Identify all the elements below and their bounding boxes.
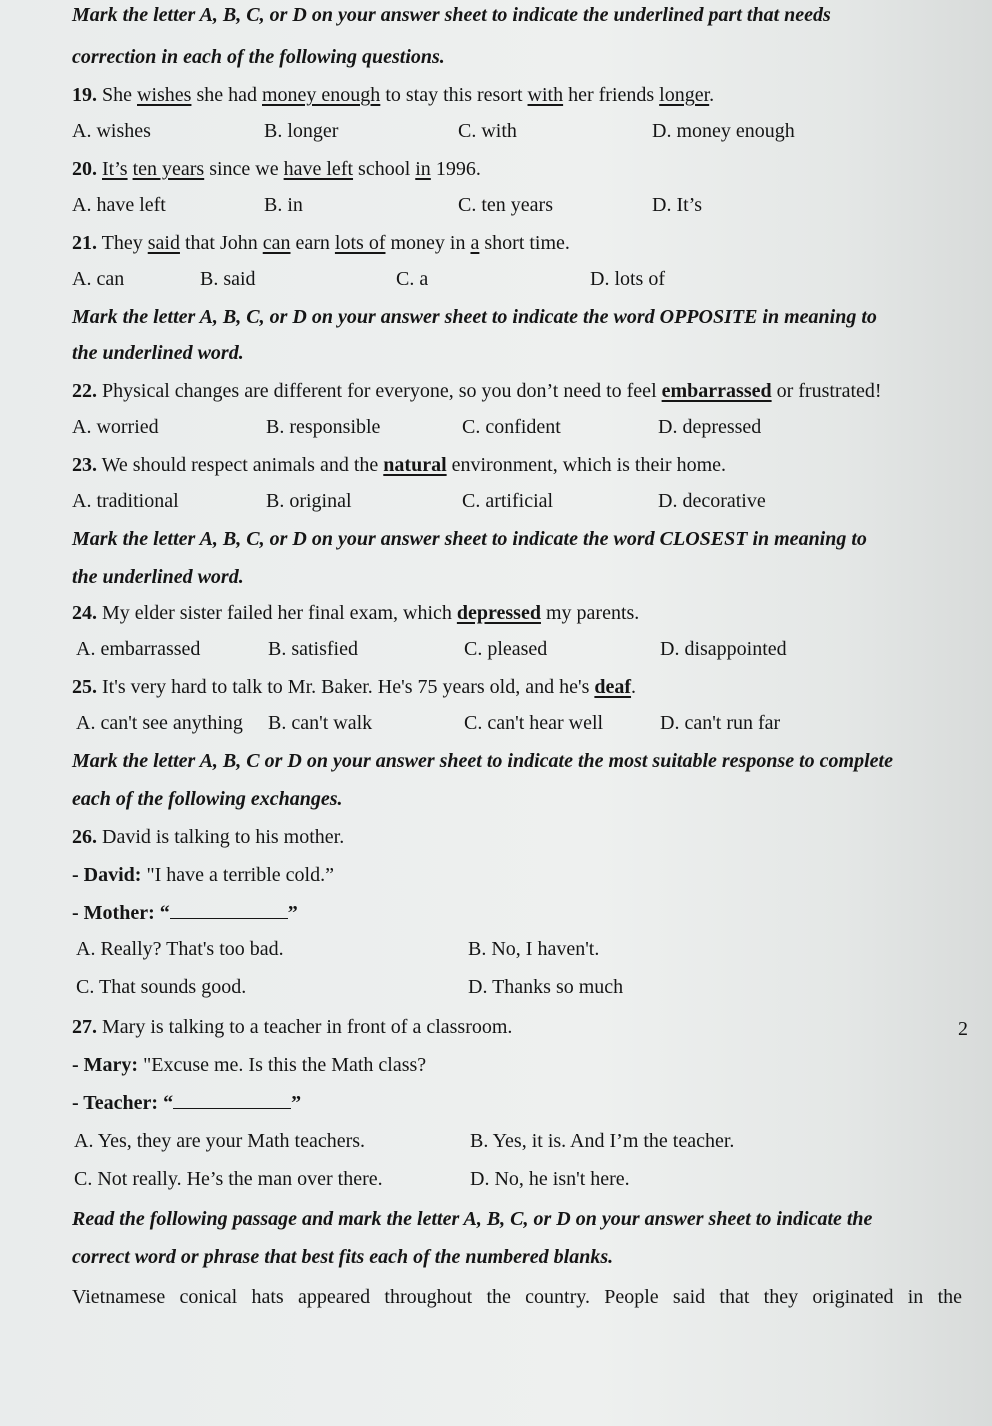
option-d: D. decorative: [658, 490, 766, 512]
option-d: D. No, he isn't here.: [470, 1168, 630, 1190]
option-d: D. depressed: [658, 416, 762, 438]
question-24: 24. My elder sister failed her final exam, which depressed my parents.: [72, 602, 640, 624]
option-d: D. money enough: [652, 120, 795, 142]
option-a: A. Really? That's too bad.: [76, 938, 284, 960]
option-c: C. Not really. He’s the man over there.: [74, 1168, 383, 1190]
question-23: 23. We should respect animals and the natural environment, which is their home.: [72, 454, 727, 476]
speaker: - Teacher: “: [72, 1092, 174, 1114]
underlined-word: natural: [383, 454, 447, 476]
underlined-part: money enough: [262, 84, 381, 106]
question-number: 20.: [72, 158, 97, 180]
passage-line-1: Vietnamese conical hats appeared throughout the country. People said that they originated in the: [72, 1286, 962, 1308]
option-b: B. longer: [264, 120, 339, 142]
option-c: C. ten years: [458, 194, 553, 216]
underlined-part: longer: [659, 84, 710, 106]
question-number: 19.: [72, 84, 97, 106]
answer-blank: [170, 900, 288, 919]
option-c: C. with: [458, 120, 517, 142]
question-number: 25.: [72, 676, 97, 698]
question-number: 23.: [72, 454, 97, 476]
option-b: B. original: [266, 490, 352, 512]
section-2-instruction-line-1: Mark the letter A, B, C, or D on your answer sheet to indicate the word OPPOSITE in meaning to: [72, 306, 877, 328]
question-19-options: [72, 118, 962, 144]
option-a: A. traditional: [72, 490, 179, 512]
section-3-instruction-line-1: Mark the letter A, B, C, or D on your answer sheet to indicate the word CLOSEST in meaning to: [72, 528, 867, 550]
underlined-word: embarrassed: [661, 380, 772, 402]
underlined-part: in: [415, 158, 431, 180]
underlined-word: deaf: [594, 676, 632, 698]
option-b: B. responsible: [266, 416, 381, 438]
underlined-part: have left: [283, 158, 354, 180]
question-25: 25. It's very hard to talk to Mr. Baker. He's 75 years old, and he's deaf.: [72, 676, 637, 698]
question-20: 20. It’s ten years since we have left school in 1996.: [72, 158, 481, 180]
speaker: - Mother: “: [72, 902, 170, 924]
question-22: 22. Physical changes are different for everyone, so you don’t need to feel embarrassed or frustrated!: [72, 380, 882, 402]
question-21-options: [72, 266, 962, 292]
underlined-part: It’s: [102, 158, 128, 180]
option-d: D. Thanks so much: [468, 976, 624, 998]
option-c: C. can't hear well: [464, 712, 604, 734]
question-number: 26.: [72, 826, 97, 848]
question-23-options: [72, 488, 962, 514]
option-d: D. It’s: [652, 194, 702, 216]
question-26-options-row-1: [72, 936, 962, 962]
question-26-options-row-2: [72, 974, 962, 1000]
question-24-options: [72, 636, 962, 662]
option-a: A. embarrassed: [76, 638, 201, 660]
option-a: A. can: [72, 268, 125, 290]
question-number: 27.: [72, 1016, 97, 1038]
question-19: 19. She wishes she had money enough to stay this resort with her friends longer.: [72, 84, 715, 106]
underlined-part: ten years: [132, 158, 205, 180]
underlined-part: said: [147, 232, 180, 254]
option-a: A. worried: [72, 416, 159, 438]
question-20-options: [72, 192, 962, 218]
question-number: 24.: [72, 602, 97, 624]
option-b: B. Yes, it is. And I’m the teacher.: [470, 1130, 735, 1152]
option-b: B. No, I haven't.: [468, 938, 600, 960]
section-4-instruction-line-2: each of the following exchanges.: [72, 788, 343, 810]
speaker: - Mary:: [72, 1054, 139, 1076]
question-27: 27. Mary is talking to a teacher in front of a classroom.: [72, 1016, 513, 1038]
underlined-part: lots of: [334, 232, 386, 254]
section-5-instruction-line-2: correct word or phrase that best fits each of the numbered blanks.: [72, 1246, 614, 1268]
option-b: B. can't walk: [268, 712, 373, 734]
option-b: B. said: [200, 268, 256, 290]
section-2-instruction-line-2: the underlined word.: [72, 342, 244, 364]
section-5-instruction-line-1: Read the following passage and mark the letter A, B, C, or D on your answer sheet to indicate the: [72, 1208, 873, 1230]
option-c: C. That sounds good.: [76, 976, 247, 998]
section-1-instruction-line-1: Mark the letter A, B, C, or D on your answer sheet to indicate the underlined part that needs: [72, 4, 831, 26]
question-25-options: [72, 710, 962, 736]
question-21: 21. They said that John can earn lots of money in a short time.: [72, 232, 570, 254]
underlined-part: wishes: [137, 84, 192, 106]
answer-blank: [173, 1090, 291, 1109]
question-27-options-row-2: [72, 1166, 962, 1192]
underlined-part: a: [470, 232, 480, 254]
option-c: C. artificial: [462, 490, 554, 512]
option-d: D. can't run far: [660, 712, 781, 734]
question-26-dialogue-line-1: - David: "I have a terrible cold.”: [72, 864, 334, 886]
option-a: A. wishes: [72, 120, 151, 142]
underlined-word: depressed: [456, 602, 541, 624]
underlined-part: can: [262, 232, 291, 254]
option-a: A. Yes, they are your Math teachers.: [74, 1130, 366, 1152]
page-number: 2: [958, 1018, 968, 1040]
question-26-dialogue-line-2: - Mother: “ ”: [72, 902, 298, 924]
option-b: B. satisfied: [268, 638, 358, 660]
question-26: 26. David is talking to his mother.: [72, 826, 345, 848]
question-22-options: [72, 414, 962, 440]
option-d: D. lots of: [590, 268, 665, 290]
option-b: B. in: [264, 194, 303, 216]
option-c: C. a: [396, 268, 429, 290]
section-4-instruction-line-1: Mark the letter A, B, C or D on your answer sheet to indicate the most suitable response to complete: [72, 750, 893, 772]
speaker: - David:: [72, 864, 142, 886]
section-1-instruction-line-2: correction in each of the following questions.: [72, 46, 445, 68]
question-27-options-row-1: [72, 1128, 962, 1154]
option-c: C. pleased: [464, 638, 548, 660]
option-c: C. confident: [462, 416, 561, 438]
option-a: A. have left: [72, 194, 166, 216]
underlined-part: with: [527, 84, 564, 106]
option-d: D. disappointed: [660, 638, 787, 660]
question-number: 22.: [72, 380, 97, 402]
section-3-instruction-line-2: the underlined word.: [72, 566, 244, 588]
question-27-dialogue-line-1: - Mary: "Excuse me. Is this the Math class?: [72, 1054, 427, 1076]
question-27-dialogue-line-2: - Teacher: “ ”: [72, 1092, 302, 1114]
option-a: A. can't see anything: [76, 712, 243, 734]
question-number: 21.: [72, 232, 97, 254]
